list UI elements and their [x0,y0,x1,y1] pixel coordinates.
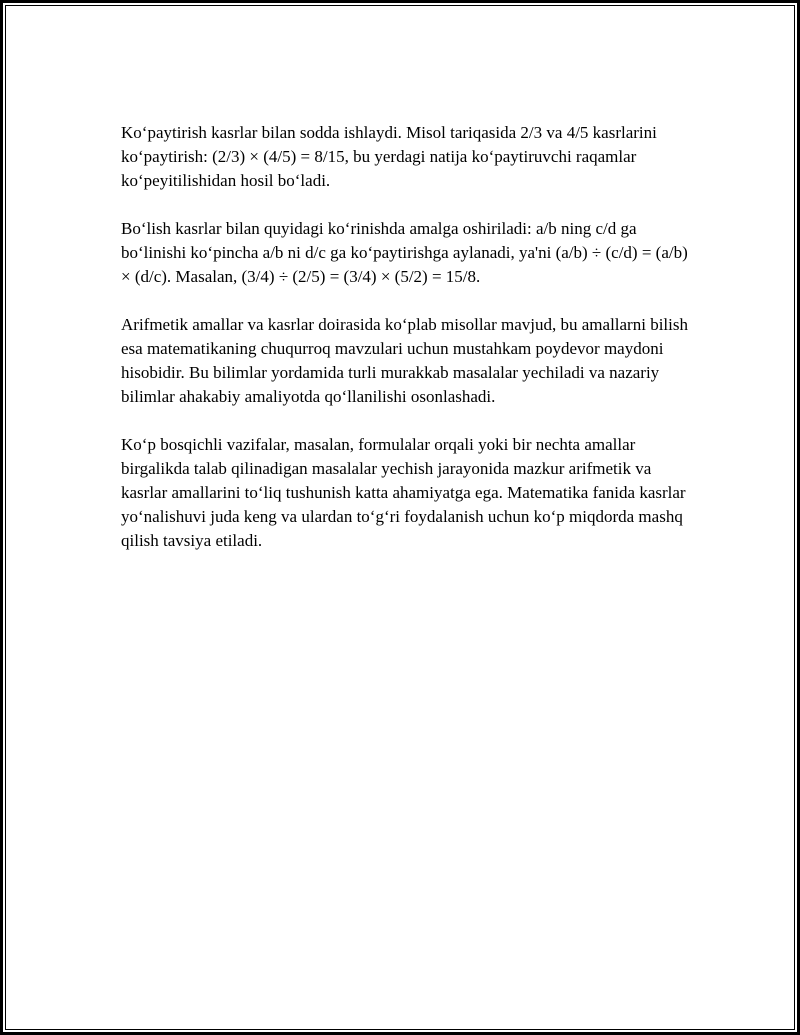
paragraph-multistep: Koʻp bosqichli vazifalar, masalan, formulalar orqali yoki bir nechta amallar birgalikda talab qilinadigan masalalar yechish jarayonida mazkur arifmetik va kasrlar amallarini toʻliq tushunish katta ahamiyatga ega. Matematika fanida kasrlar yoʻnalishuvi juda keng va ulardan toʻgʻri foydalanish uchun koʻp miqdorda mashq qilish tavsiya etiladi. [121,435,686,550]
document-body [121,121,701,577]
paragraph-division: Boʻlish kasrlar bilan quyidagi koʻrinishda amalga oshiriladi: a/b ning c/d ga boʻlinishi koʻpincha a/b ni d/c ga koʻpaytirishga aylanadi, ya'ni (a/b) ÷ (c/d) = (a/b) × (d/c). Masalan, (3/4) ÷ (2/5) = (3/4) × (5/2) = 15/8. [121,219,688,286]
paragraph-arithmetic: Arifmetik amallar va kasrlar doirasida koʻplab misollar mavjud, bu amallarni bilish esa matematikaning chuqurroq mavzulari uchun mustahkam poydevor maydoni hisobidir. Bu bilimlar yordamida turli murakkab masalalar yechiladi va nazariy bilimlar ahakabiy amaliyotda qoʻllanilishi osonlashadi. [121,315,688,406]
paragraph-multiplication: Koʻpaytirish kasrlar bilan sodda ishlaydi. Misol tariqasida 2/3 va 4/5 kasrlarini koʻpaytirish: (2/3) × (4/5) = 8/15, bu yerdagi natija koʻpaytiruvchi raqamlar koʻpeyitilishidan hosil boʻladi. [121,123,657,190]
